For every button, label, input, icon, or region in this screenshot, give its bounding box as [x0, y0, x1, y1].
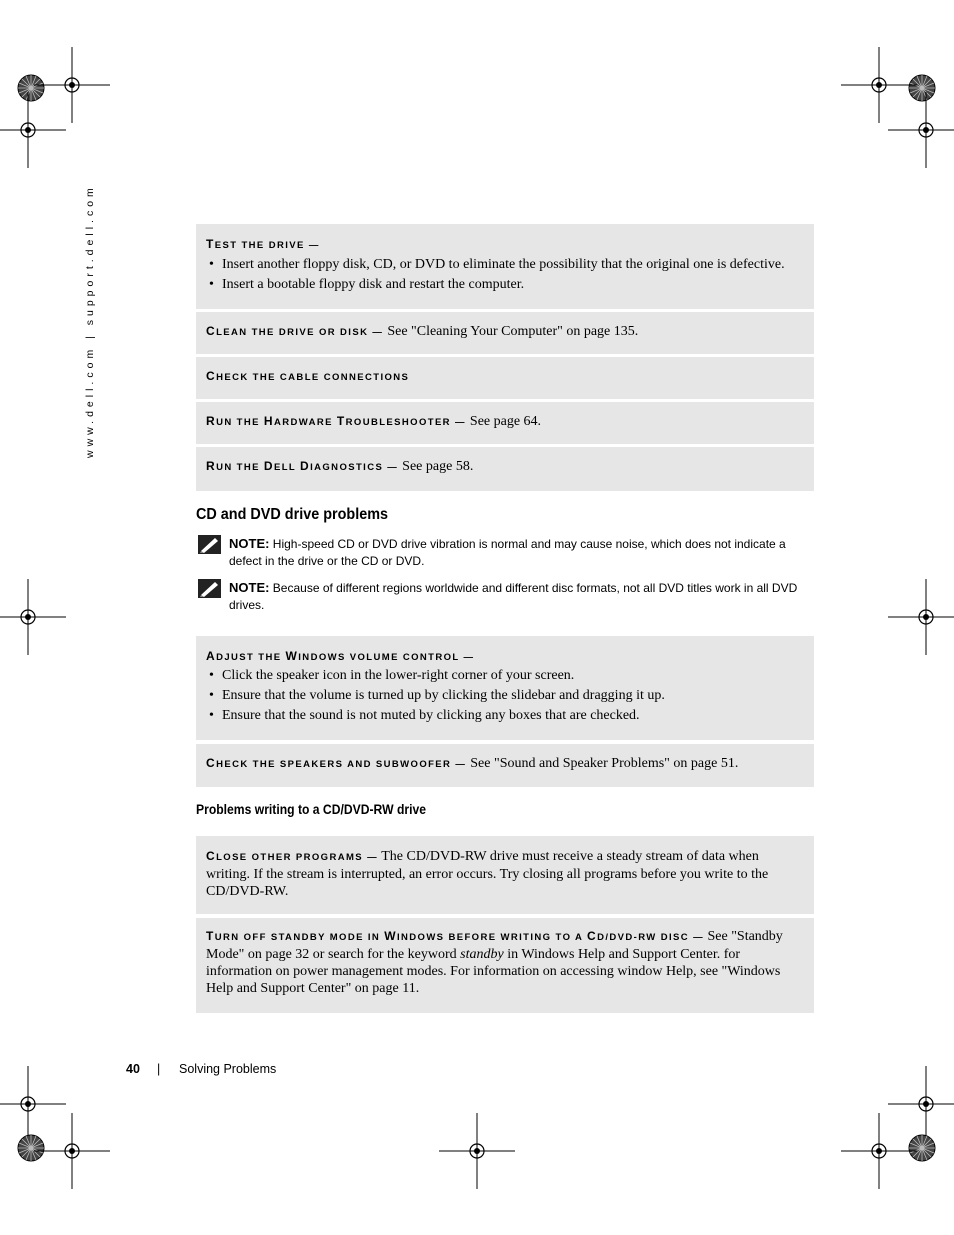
note-pencil-icon — [198, 535, 221, 554]
note-vibration — [196, 535, 816, 571]
note-pencil-icon — [198, 579, 221, 598]
box-check-cable — [196, 357, 814, 399]
label-close-programs: CLOSE OTHER PROGRAMS — — [206, 849, 378, 863]
bullet-item: • Ensure that the sound is not muted by clicking any boxes that are checked. — [206, 706, 804, 726]
box-speakers — [196, 744, 814, 787]
label-test-drive: TEST THE DRIVE — — [206, 237, 320, 251]
note-label: NOTE: — [229, 580, 270, 595]
text-clean-drive: See "Cleaning Your Computer" on page 135. — [387, 324, 639, 339]
keyword-standby: standby — [460, 947, 504, 962]
text-close-programs: The CD/DVD-RW drive must receive a steady stream of data when writing. If the stream is interrupted, an error occurs. Try closing all programs before you write to the CD/DVD-RW. — [206, 849, 769, 899]
box-close-programs — [196, 836, 814, 914]
label-clean-drive: CLEAN THE DRIVE OR DISK — — [206, 324, 384, 338]
text-speakers: See "Sound and Speaker Problems" on page 51. — [470, 756, 739, 771]
bullet-item: • Insert a bootable floppy disk and restart the computer. — [206, 275, 804, 295]
text-standby-before: See "Standby Mode" on page 32 or search for the keyword — [206, 929, 783, 962]
page-number: 40 — [126, 1062, 140, 1076]
text-dell-diagnostics: See page 58. — [402, 459, 474, 474]
volume-bullets — [206, 666, 804, 726]
note-label: NOTE: — [229, 536, 270, 551]
label-dell-diagnostics: RUN THE DELL DIAGNOSTICS — — [206, 459, 399, 473]
bullet-item: • Insert another floppy disk, CD, or DVD to eliminate the possibility that the original one is defective. — [206, 255, 804, 275]
bullet-item: • Click the speaker icon in the lower-right corner of your screen. — [206, 666, 804, 686]
box-standby — [196, 918, 814, 1013]
label-hardware-troubleshooter: RUN THE HARDWARE TROUBLESHOOTER — — [206, 414, 466, 428]
label-standby: TURN OFF STANDBY MODE IN WINDOWS BEFORE WRITING TO A CD/DVD-RW DISC — — [206, 929, 704, 943]
box-dell-diagnostics — [196, 447, 814, 491]
bullet-item: • Ensure that the volume is turned up by clicking the slidebar and dragging it up. — [206, 686, 804, 706]
text-hardware-troubleshooter: See page 64. — [469, 414, 542, 429]
text-standby-after: in Windows Help and Support Center. for information on power management modes. For information on accessing window Help, see "Windows Help and Support Center" on page 11. — [206, 947, 781, 996]
subheading: Problems writing to a CD/DVD-RW drive — [196, 802, 426, 817]
box-hardware-troubleshooter — [196, 402, 814, 444]
box-test-drive — [196, 224, 814, 309]
label-volume-control: ADJUST THE WINDOWS VOLUME CONTROL — — [206, 649, 475, 663]
test-drive-bullets — [206, 255, 804, 295]
note-regions — [196, 579, 816, 615]
section-heading: CD and DVD drive problems — [196, 506, 389, 523]
note-text: High-speed CD or DVD drive vibration is normal and may cause noise, which does not indicate a defect in the drive or the CD or DVD. — [229, 537, 786, 568]
note-text: Because of different regions worldwide and different disc formats, not all DVD titles work in all DVD drives. — [229, 581, 798, 612]
label-check-cable: CHECK THE CABLE CONNECTIONS — [206, 369, 410, 383]
side-url: www.dell.com | support.dell.com — [84, 184, 96, 458]
box-volume-control — [196, 636, 814, 740]
footer-separator: | — [157, 1062, 161, 1076]
box-clean-drive — [196, 312, 814, 354]
label-speakers: CHECK THE SPEAKERS AND SUBWOOFER — — [206, 756, 467, 770]
footer-chapter: Solving Problems — [179, 1062, 277, 1076]
